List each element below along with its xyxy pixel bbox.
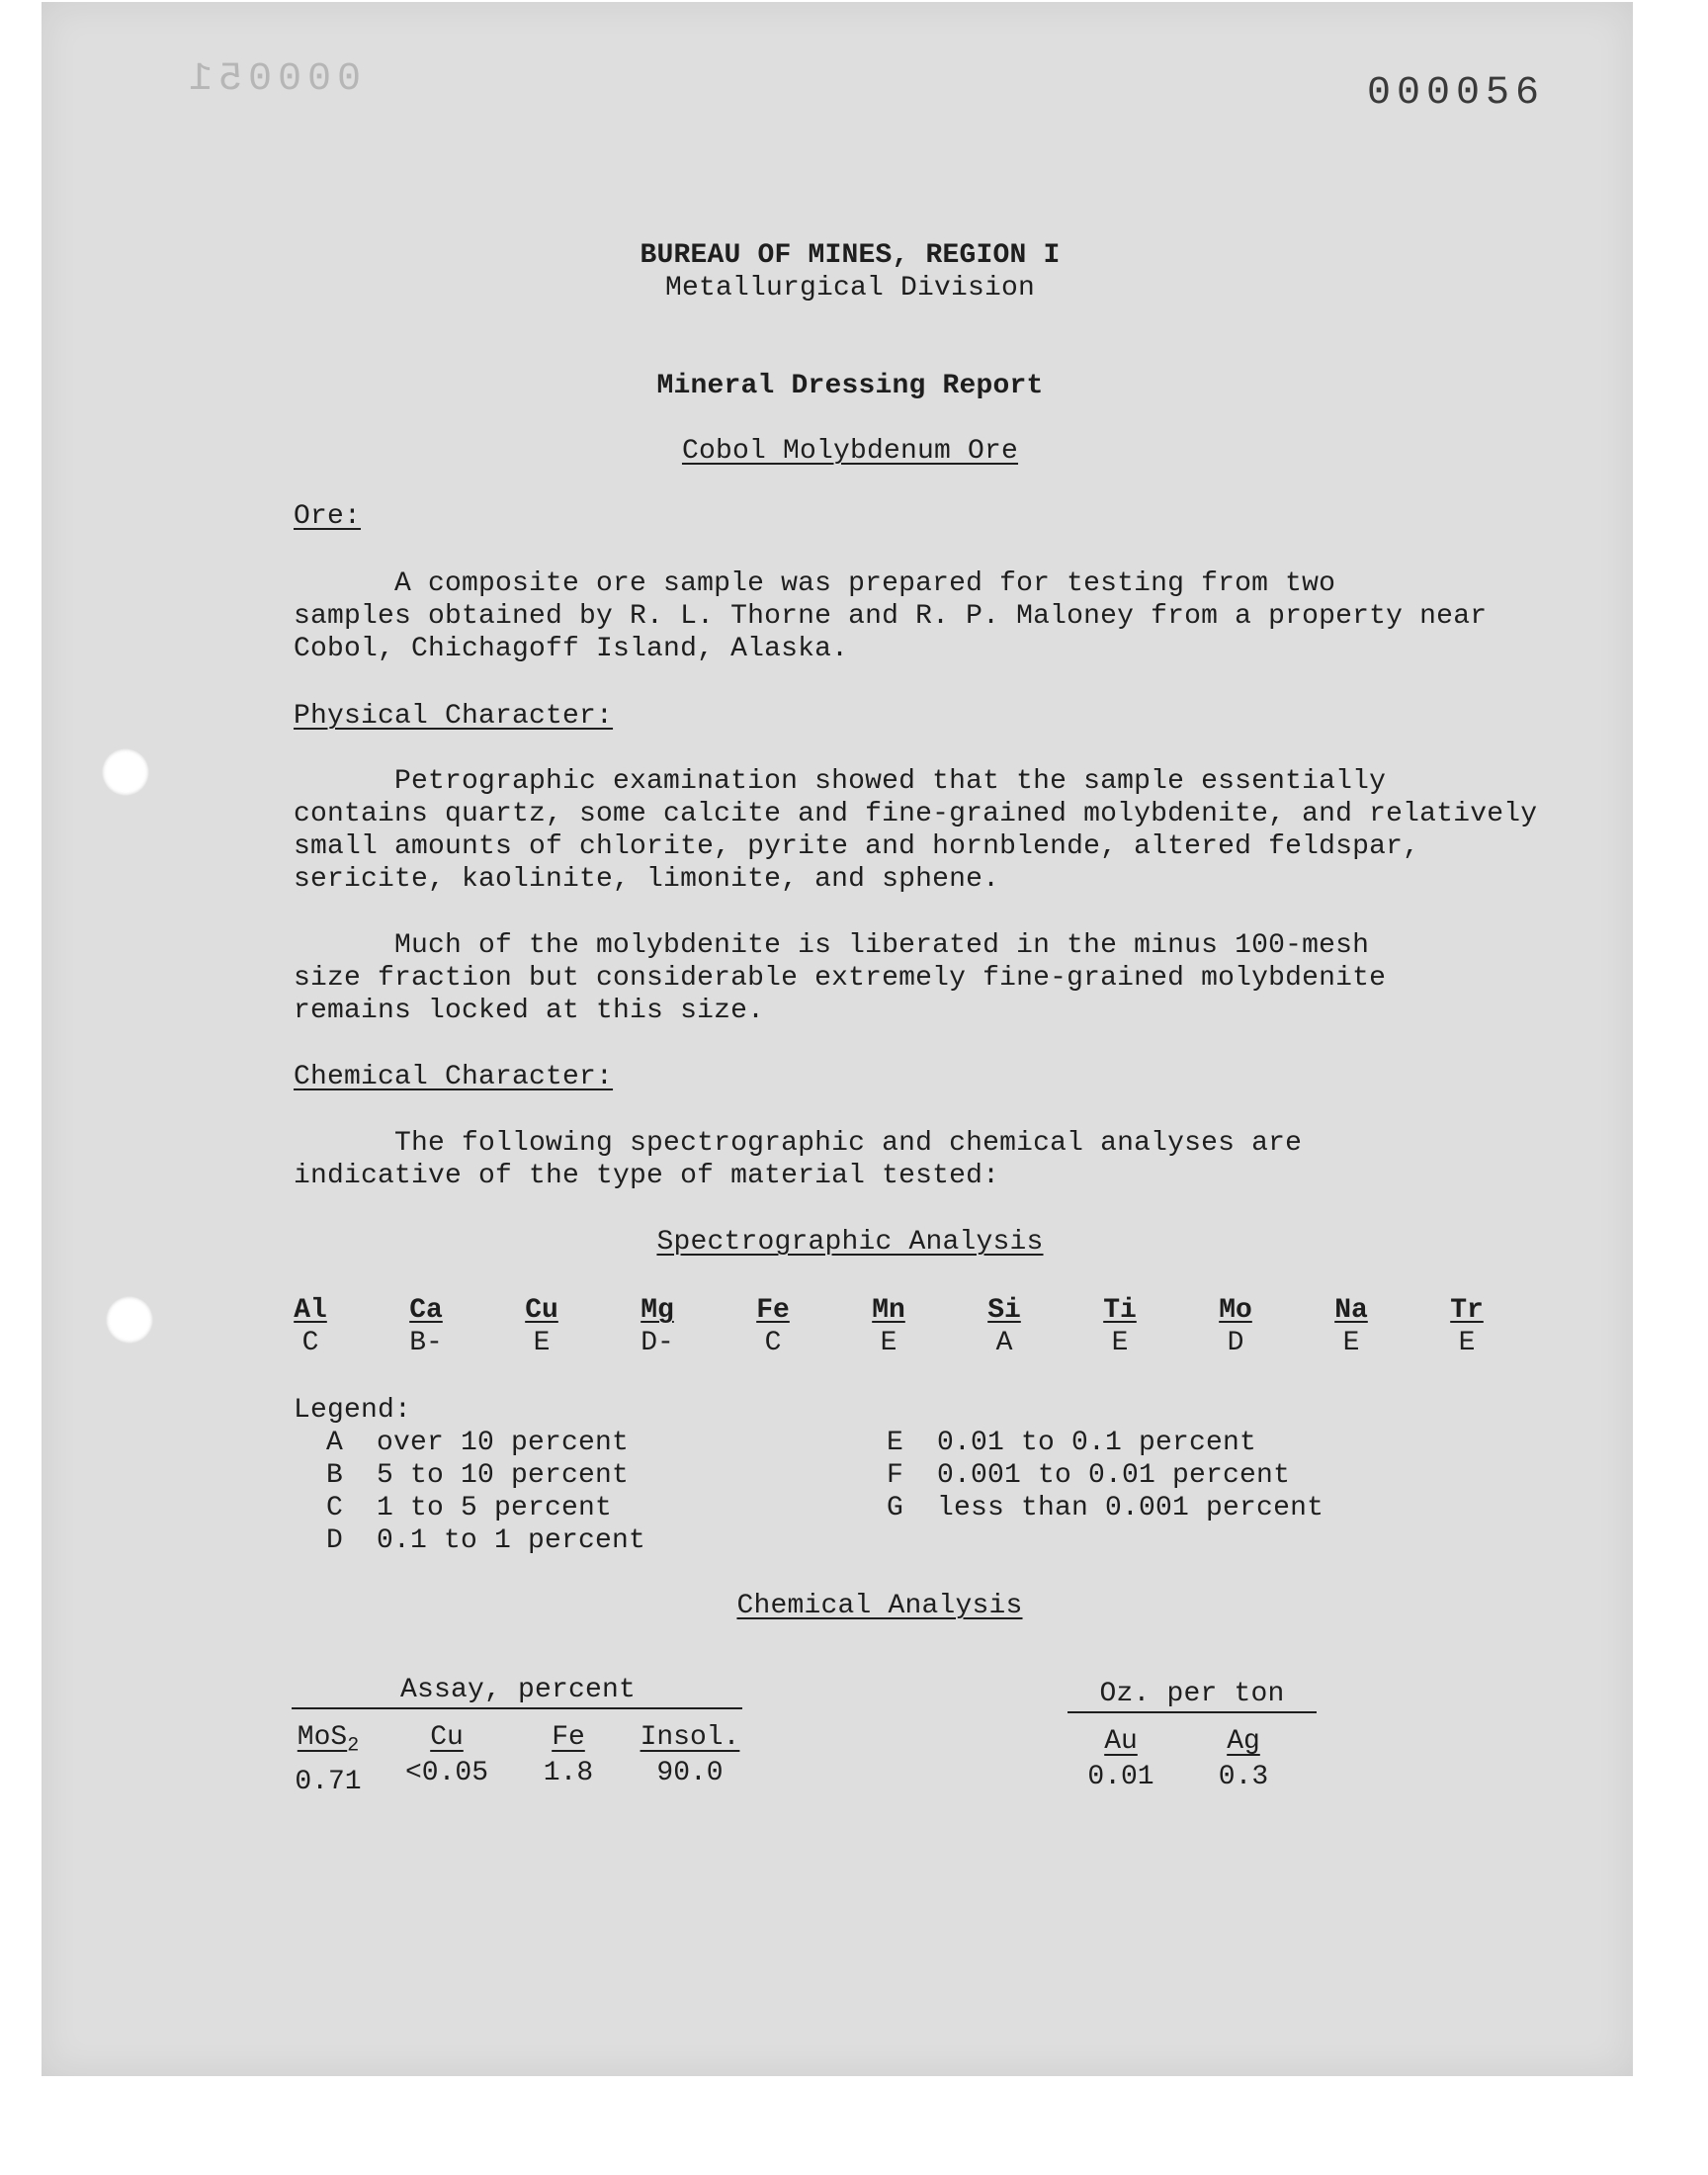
legend-left — [326, 1427, 645, 1557]
element-cu — [512, 1294, 571, 1359]
division-heading: Metallurgical Division — [664, 273, 1036, 304]
element-grade: E — [533, 1328, 551, 1358]
physical-heading — [294, 700, 613, 733]
subject-title-text: Cobol Molybdenum Ore — [681, 436, 1019, 467]
assay-name: MoS — [297, 1722, 348, 1753]
element-grade: B- — [409, 1328, 443, 1358]
legend-right — [887, 1427, 1324, 1524]
assay-subscript: 2 — [347, 1734, 360, 1758]
legend-entry: D 0.1 to 1 percent — [326, 1525, 646, 1556]
physical-heading-text: Physical Character: — [294, 701, 614, 732]
element-symbol: Si — [987, 1295, 1021, 1326]
legend-entry: G less than 0.001 percent — [887, 1493, 1324, 1523]
element-grade: E — [1111, 1328, 1129, 1358]
paragraph-line: contains quartz, some calcite and fine-grained molybdenite, and relatively — [294, 799, 1538, 829]
punch-hole-lower — [106, 1296, 153, 1344]
assay-value: 90.0 — [656, 1758, 724, 1788]
chemical-paragraph — [294, 1127, 1302, 1192]
element-si — [975, 1294, 1034, 1359]
element-grade: C — [301, 1328, 319, 1358]
spectrographic-title — [554, 1226, 1147, 1259]
element-symbol: Mo — [1219, 1295, 1252, 1326]
element-grade: E — [1458, 1328, 1476, 1358]
chemical-heading-text: Chemical Character: — [294, 1062, 614, 1092]
element-al — [281, 1294, 340, 1359]
element-grade: C — [764, 1328, 782, 1358]
assay-column-header: Cu — [430, 1722, 464, 1753]
assay-column-header: Insol. — [640, 1722, 740, 1753]
chemical-analysis-title — [583, 1590, 1176, 1622]
oz-heading-rule — [1068, 1711, 1317, 1713]
element-symbol: Mn — [872, 1295, 905, 1326]
legend-entry: B 5 to 10 percent — [326, 1460, 630, 1491]
element-grade: A — [995, 1328, 1013, 1358]
assay-value: 1.8 — [543, 1758, 594, 1788]
oz-column-au — [1079, 1725, 1162, 1794]
physical-paragraph-2 — [294, 929, 1386, 1027]
paragraph-line: Cobol, Chichagoff Island, Alaska. — [294, 634, 849, 664]
element-mo — [1206, 1294, 1265, 1359]
element-tr — [1437, 1294, 1496, 1359]
paragraph-line: samples obtained by R. L. Thorne and R. P. Maloney from a property near — [294, 601, 1488, 632]
oz-column-ag — [1204, 1725, 1283, 1794]
subject-title — [554, 435, 1147, 468]
chemical-analysis-title-text: Chemical Analysis — [736, 1591, 1023, 1621]
element-symbol: Al — [294, 1295, 327, 1326]
element-mn — [859, 1294, 918, 1359]
assay-value: <0.05 — [404, 1758, 488, 1788]
legend-entry: E 0.01 to 0.1 percent — [887, 1428, 1257, 1458]
oz-column-header: Au — [1104, 1726, 1138, 1757]
assay-column-fe — [529, 1721, 608, 1790]
element-na — [1322, 1294, 1381, 1359]
element-grade: D — [1227, 1328, 1244, 1358]
element-symbol: Mg — [640, 1295, 674, 1326]
assay-column-cu — [397, 1721, 496, 1790]
oz-heading: Oz. per ton — [1099, 1679, 1285, 1709]
paragraph-line: indicative of the type of material tested: — [294, 1161, 1000, 1191]
show-through-page-number: 000051 — [183, 57, 362, 102]
ore-heading — [294, 500, 361, 533]
element-symbol: Cu — [525, 1295, 558, 1326]
element-symbol: Tr — [1450, 1295, 1484, 1326]
assay-column-header — [289, 1721, 368, 1764]
element-ca — [396, 1294, 456, 1359]
paragraph-line: Much of the molybdenite is liberated in the minus 100-mesh — [294, 930, 1370, 961]
legend-heading: Legend: — [294, 1395, 412, 1426]
element-grade: E — [880, 1328, 897, 1358]
paragraph-line: small amounts of chlorite, pyrite and hornblende, altered feldspar, — [294, 831, 1420, 862]
element-ti — [1090, 1294, 1150, 1359]
chemical-heading — [294, 1061, 613, 1093]
oz-column-header: Ag — [1227, 1726, 1260, 1757]
element-grade: E — [1342, 1328, 1360, 1358]
ore-heading-text: Ore: — [294, 501, 362, 532]
assay-column-insol — [633, 1721, 747, 1790]
assay-heading-rule — [292, 1707, 742, 1709]
element-fe — [743, 1294, 803, 1359]
legend-entry: F 0.001 to 0.01 percent — [887, 1460, 1291, 1491]
paragraph-line: A composite ore sample was prepared for testing from two — [294, 568, 1336, 599]
paragraph-line: size fraction but considerable extremely fine-grained molybdenite — [294, 963, 1387, 994]
element-mg — [628, 1294, 687, 1359]
legend-entry: C 1 to 5 percent — [326, 1493, 613, 1523]
legend-entry: A over 10 percent — [326, 1428, 630, 1458]
spectrographic-title-text: Spectrographic Analysis — [656, 1227, 1044, 1258]
ore-paragraph — [294, 567, 1487, 665]
assay-heading: Assay, percent — [399, 1675, 637, 1705]
page-number: 000056 — [1367, 71, 1546, 116]
element-symbol: Ti — [1103, 1295, 1137, 1326]
paragraph-line: Petrographic examination showed that the sample essentially — [294, 766, 1387, 797]
document-page — [42, 2, 1633, 2076]
paragraph-line: The following spectrographic and chemical analyses are — [294, 1128, 1303, 1159]
element-grade: D- — [640, 1328, 674, 1358]
element-symbol: Na — [1334, 1295, 1368, 1326]
oz-value: 0.01 — [1087, 1762, 1154, 1792]
paragraph-line: sericite, kaolinite, limonite, and sphene. — [294, 864, 1000, 895]
report-title: Mineral Dressing Report — [656, 371, 1044, 401]
punch-hole-upper — [102, 748, 149, 796]
assay-column-mos2 — [289, 1721, 368, 1799]
assay-column-header: Fe — [552, 1722, 585, 1753]
element-symbol: Ca — [409, 1295, 443, 1326]
assay-value: 0.71 — [295, 1766, 362, 1797]
org-heading: BUREAU OF MINES, REGION I — [640, 240, 1061, 271]
element-symbol: Fe — [756, 1295, 790, 1326]
oz-value: 0.3 — [1218, 1762, 1269, 1792]
paragraph-line: remains locked at this size. — [294, 996, 765, 1026]
physical-paragraph-1 — [294, 765, 1537, 896]
